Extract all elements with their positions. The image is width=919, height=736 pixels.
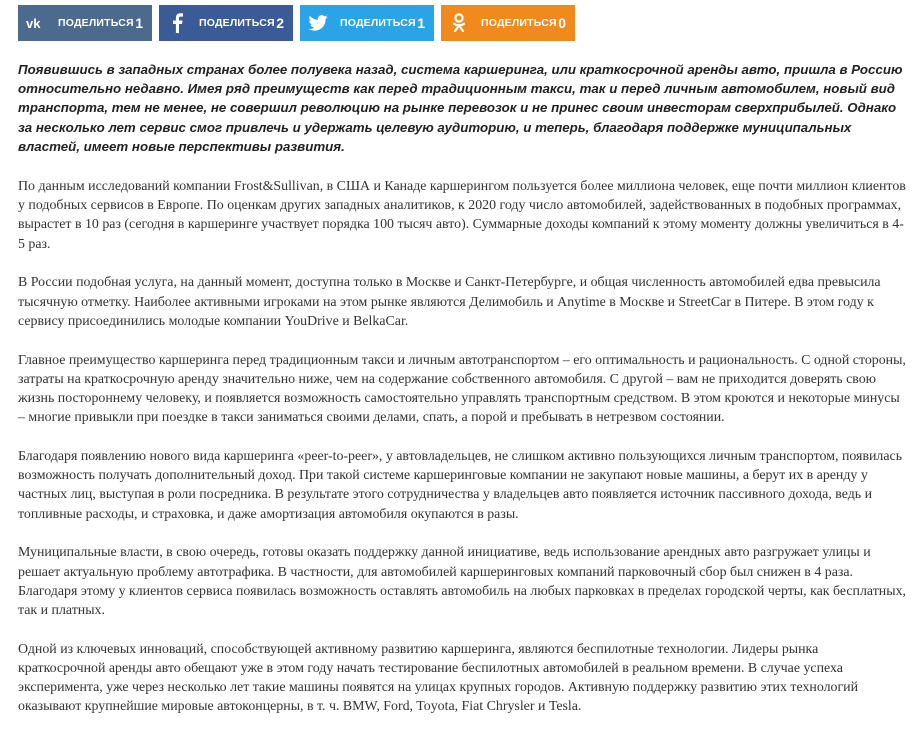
vk-share-button[interactable] <box>18 5 152 41</box>
odnoklassniki-share-count: 0 <box>558 15 566 31</box>
facebook-icon <box>159 5 195 41</box>
vk-share-label: ПОДЕЛИТЬСЯ <box>58 17 134 29</box>
article-paragraph: Муниципальные власти, в свою очередь, готовы оказать поддержку данной инициативе, ведь использование арендных авто разгружает улицы и решает актуальную проблему автотрафика. В частности, для автомобилей каршеринговых компаний парковочный сбор был снижен в 4 раза. Благодаря этому у клиентов сервиса появилась возможность оставлять автомобиль на любых парковках в пределах городской черты, как бесплатных, так и платных. <box>18 545 906 619</box>
odnoklassniki-share-label: ПОДЕЛИТЬСЯ <box>481 17 557 29</box>
article-lead: Появившись в западных странах более полувека назад, система каршеринга, или краткосрочной аренды авто, пришла в Россию относительно недавно. Имея ряд преимуществ как перед традиционным такси, так и перед личным автомобилем, новый вид транспорта, тем не менее, не совершил революцию на рынке перевозок и не принес своим инвесторам сверхприбылей. Однако за несколько лет сервис смог привлечь и удержать целевую аудиторию, и теперь, благодаря поддержке муниципальных властей, имеет новые перспективы развития. <box>18 62 903 154</box>
vk-share-count: 1 <box>135 15 143 31</box>
article-body <box>18 60 908 736</box>
article-paragraph: По данным исследований компании Frost&Sullivan, в США и Канаде каршерингом пользуется более миллиона человек, еще почти миллион клиентов у подобных сервисов в Европе. По оценкам других западных аналитиков, к 2020 году число автомобилей, задействованных в подобных программах, вырастет в 10 раз (сегодня в каршеринге участвует порядка 100 тысяч авто). Суммарные доходы компаний к этому моменту должны увеличиться в 4-5 раз. <box>18 179 906 252</box>
facebook-share-label: ПОДЕЛИТЬСЯ <box>199 17 275 29</box>
facebook-share-button[interactable] <box>159 5 293 41</box>
article-paragraph: Одной из ключевых инноваций, способствующей активному развитию каршеринга, являются беспилотные технологии. Лидеры рынка краткосрочной аренды авто обещают уже в этом году начать тестирование беспилотных автомобилей в реальном времени. В случае успеха эксперимента, уже через несколько лет такие машины появятся на улицах крупных городов. Активную поддержку развитию этих технологий оказывают крупнейшие мировые автоконцерны, в т. ч. BMW, Ford, Toyota, Fiat Chrysler и Tesla. <box>18 641 859 715</box>
twitter-icon <box>300 5 336 41</box>
twitter-share-label: ПОДЕЛИТЬСЯ <box>340 17 416 29</box>
article-paragraph: Главное преимущество каршеринга перед традиционным такси и личным автотранспортом – его оптимальность и рациональность. С одной стороны, затраты на краткосрочную аренду значительно ниже, чем на содержание собственного автомобиля. С другой – вам не приходится доверять свою жизнь постороннему человеку, и появляется возможность самостоятельно управлять транспортным средством. В этом кроются и некоторые минусы – многие привыкли при поездке в такси заниматься своими делами, спать, а порой и пребывать в нетрезвом состоянии. <box>18 352 906 426</box>
twitter-share-button[interactable] <box>300 5 434 41</box>
twitter-share-count: 1 <box>417 15 425 31</box>
vk-icon <box>18 5 54 41</box>
facebook-share-count: 2 <box>276 15 284 31</box>
article-paragraph: В России подобная услуга, на данный момент, доступна только в Москве и Санкт-Петербурге, и общая численность автомобилей едва превысила тысячную отметку. Наиболее активными игроками на этом рынке являются Делимобиль и Anytime в Москве и StreetCar в Питере. В этом году к сервису присоединились молодые компании YouDrive и BelkaCar. <box>18 275 881 329</box>
svg-text:vk: vk <box>26 17 41 29</box>
odnoklassniki-share-button[interactable] <box>441 5 575 41</box>
share-bar <box>18 5 575 41</box>
article-paragraph: Благодаря появлению нового вида каршеринга «peer-to-peer», у автовладельцев, не слишком активно пользующихся личным транспортом, появилась возможность получать дополнительный доход. При такой системе каршеринговые компании не закупают новые машины, а берут их в аренду у частных лиц, выступая в роли посредника. В результате этого сотрудничества у владельцев авто появляется источник пассивного дохода, ведь и топливные расходы, и страховка, и даже амортизация автомобиля окупаются в разы. <box>18 449 903 522</box>
odnoklassniki-icon <box>441 5 477 41</box>
